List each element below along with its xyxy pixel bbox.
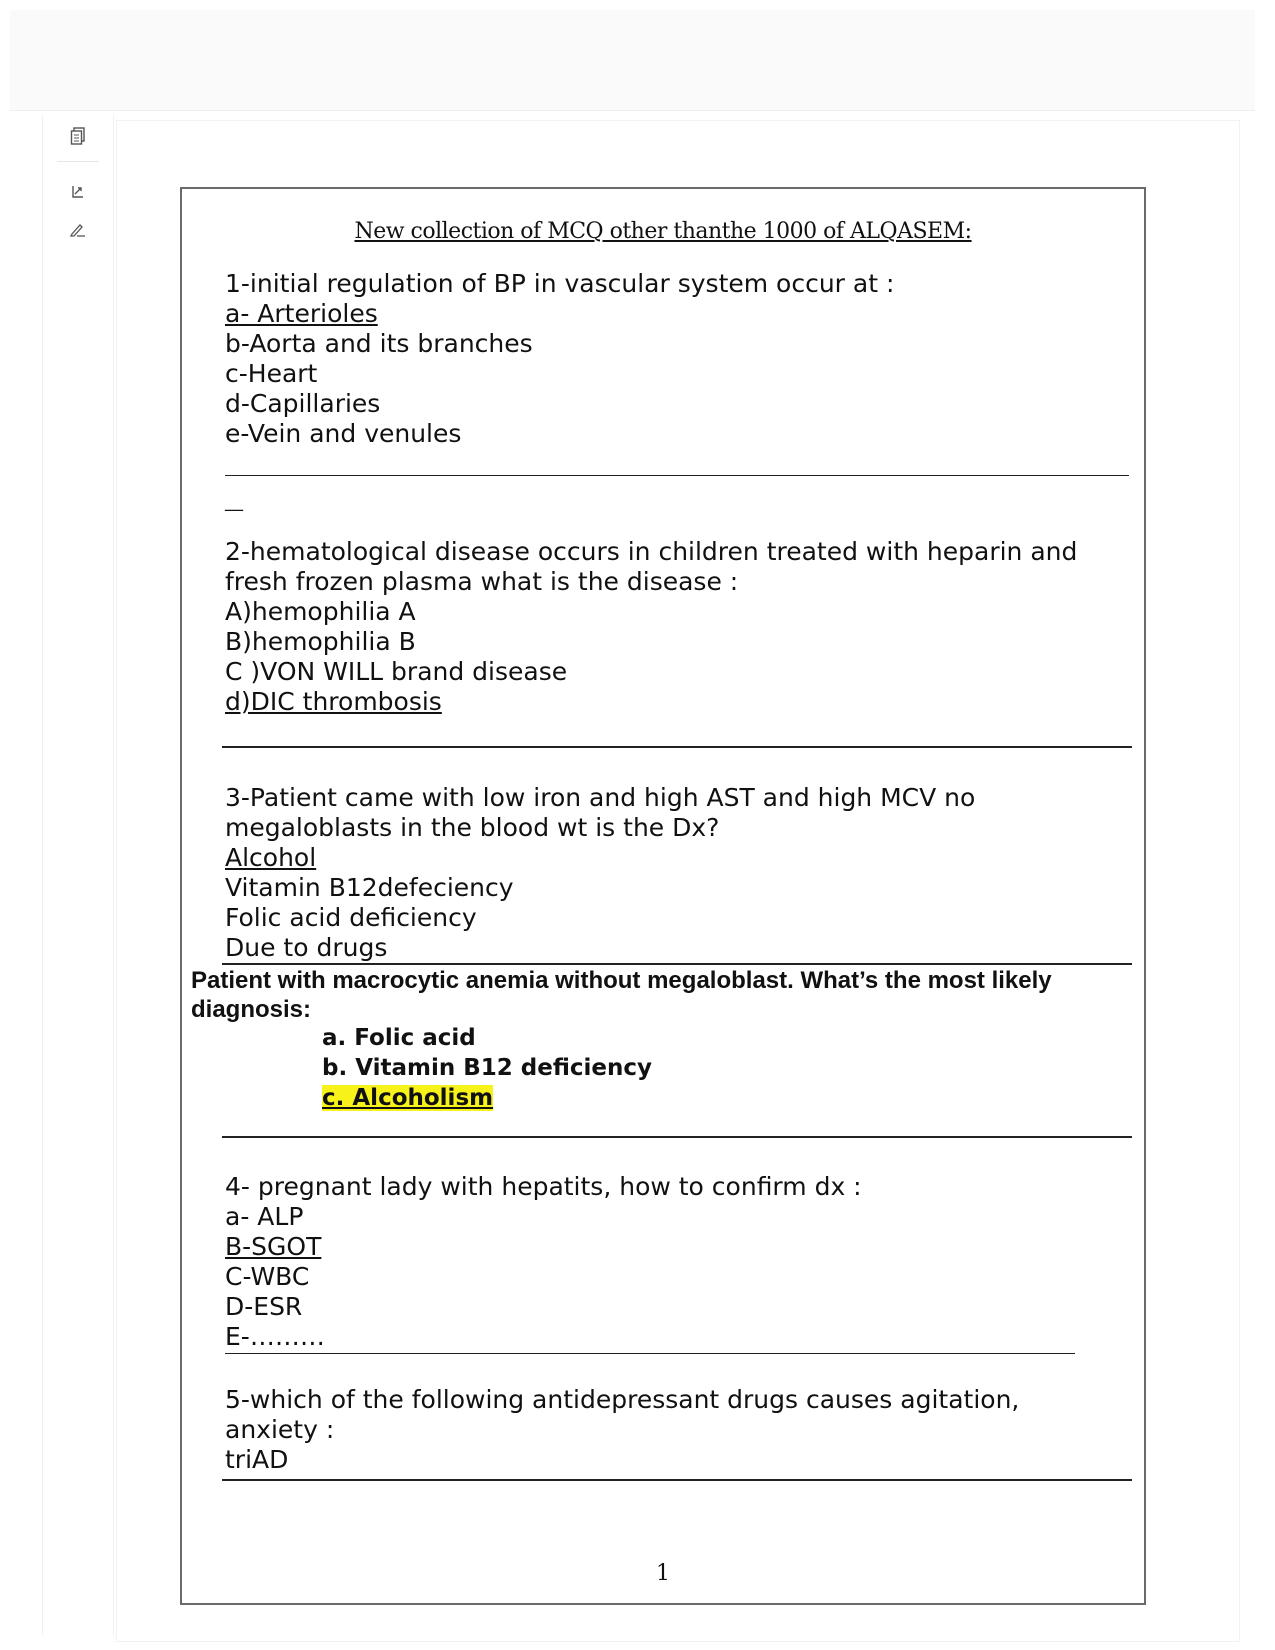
answer-option: d)DIC thrombosis xyxy=(225,687,442,716)
question-text: 3-Patient came with low iron and high AST and high MCV no xyxy=(225,783,976,812)
answer-option: E-……… xyxy=(225,1322,325,1351)
divider xyxy=(222,746,1132,748)
answer-option: e-Vein and venules xyxy=(225,419,462,448)
question-text: 1-initial regulation of BP in vascular system occur at : xyxy=(225,269,895,298)
answer-option: A)hemophilia A xyxy=(225,597,416,626)
answer-option: B-SGOT xyxy=(225,1232,322,1261)
answer-option: triAD xyxy=(225,1445,289,1474)
divider xyxy=(222,1136,1132,1138)
divider xyxy=(225,1353,1075,1354)
answer-option: D-ESR xyxy=(225,1292,303,1321)
answer-option: d-Capillaries xyxy=(225,389,381,418)
answer-option: Alcohol xyxy=(225,843,317,872)
document-page xyxy=(180,187,1146,1605)
question-text: megaloblasts in the blood wt is the Dx? xyxy=(225,813,720,842)
question-4 xyxy=(225,1172,862,1352)
attachment-icon[interactable] xyxy=(63,179,93,205)
question-2 xyxy=(225,537,1077,717)
sidebar-divider xyxy=(57,161,99,162)
answer-option: C-WBC xyxy=(225,1262,310,1291)
question-3 xyxy=(225,783,975,963)
answer-option: C )VON WILL brand disease xyxy=(225,657,568,686)
answer-option: c-Heart xyxy=(225,359,318,388)
dash-mark: __ xyxy=(225,491,243,512)
question-text: fresh frozen plasma what is the disease : xyxy=(225,567,739,596)
question-text: anxiety : xyxy=(225,1415,335,1444)
question-text: 4- pregnant lady with hepatits, how to confirm dx : xyxy=(225,1172,862,1201)
answer-option: a. Folic acid xyxy=(322,1025,476,1051)
answer-option: a- ALP xyxy=(225,1202,304,1231)
signature-icon[interactable] xyxy=(63,217,93,243)
answer-option: b. Vitamin B12 deficiency xyxy=(322,1055,653,1081)
answer-option: Due to drugs xyxy=(225,933,388,962)
divider xyxy=(225,475,1129,476)
question-text: diagnosis: xyxy=(191,996,312,1023)
question-text: 5-which of the following antidepressant drugs causes agitation, xyxy=(225,1385,1020,1414)
divider xyxy=(222,1479,1132,1481)
question-text: 2-hematological disease occurs in children treated with heparin and xyxy=(225,537,1078,566)
top-toolbar xyxy=(10,10,1255,111)
sidebar xyxy=(42,115,114,1635)
question-5 xyxy=(225,1385,1019,1475)
page-title: New collection of MCQ other thanthe 1000 of ALQASEM: xyxy=(354,219,972,244)
question-1 xyxy=(225,269,894,449)
answer-option: Vitamin B12defeciency xyxy=(225,873,514,902)
question-text: Patient with macrocytic anemia without megaloblast. What’s the most likely xyxy=(191,967,1052,994)
question-3b-options xyxy=(322,1023,652,1113)
pages-icon[interactable] xyxy=(63,123,93,149)
answer-option: B)hemophilia B xyxy=(225,627,416,656)
answer-option: b-Aorta and its branches xyxy=(225,329,533,358)
question-3b xyxy=(191,966,1052,1024)
highlighted-answer: c. Alcoholism xyxy=(322,1085,494,1111)
page-number: 1 xyxy=(656,1561,670,1586)
answer-option: a- Arterioles xyxy=(225,299,378,328)
answer-option: Folic acid deficiency xyxy=(225,903,477,932)
divider xyxy=(222,963,1132,965)
